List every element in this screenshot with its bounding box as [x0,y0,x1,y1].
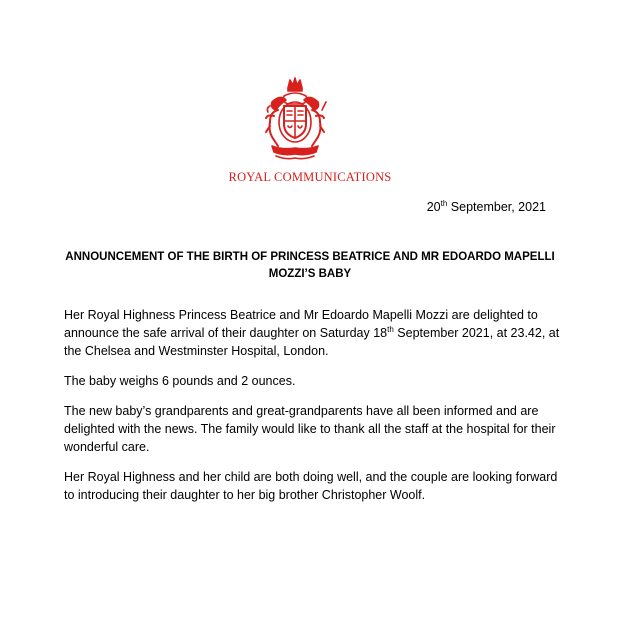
paragraph-birth-details [64,306,564,360]
announcement-body [64,306,564,516]
letterhead-department: ROYAL COMMUNICATIONS [228,170,392,184]
date-month-year: September, 2021 [447,200,546,214]
date-day-suffix: th [440,199,448,208]
ordinal-suffix: th [387,325,394,334]
paragraph-weight: The baby weighs 6 pounds and 2 ounces. [64,374,296,388]
paragraph-wellbeing: Her Royal Highness and her child are both doing well, and the couple are looking forward to introducing their daughter to her big brother Christopher Woolf. [64,470,558,502]
announcement-title: ANNOUNCEMENT OF THE BIRTH OF PRINCESS BEATRICE AND MR EDOARDO MAPELLI MOZZI’S BABY [65,251,555,280]
paragraph-birth-text-start: Her Royal Highness Princess Beatrice and Mr Edoardo Mapelli Mozzi are delighted to announce the safe arrival of their daughter on Saturday 18 [64,308,538,340]
paragraph-family: The new baby’s grandparents and great-grandparents have all been informed and are delighted with the news. The family would like to thank all the staff at the hospital for their wonderful care. [64,404,556,454]
date-day: 20 [426,200,441,214]
royal-coat-of-arms-icon [262,76,328,162]
release-date [427,200,546,214]
paragraph-birth-text-end: September 2021, at 23.42, at the Chelsea and Westminster Hospital, London. [64,326,560,358]
